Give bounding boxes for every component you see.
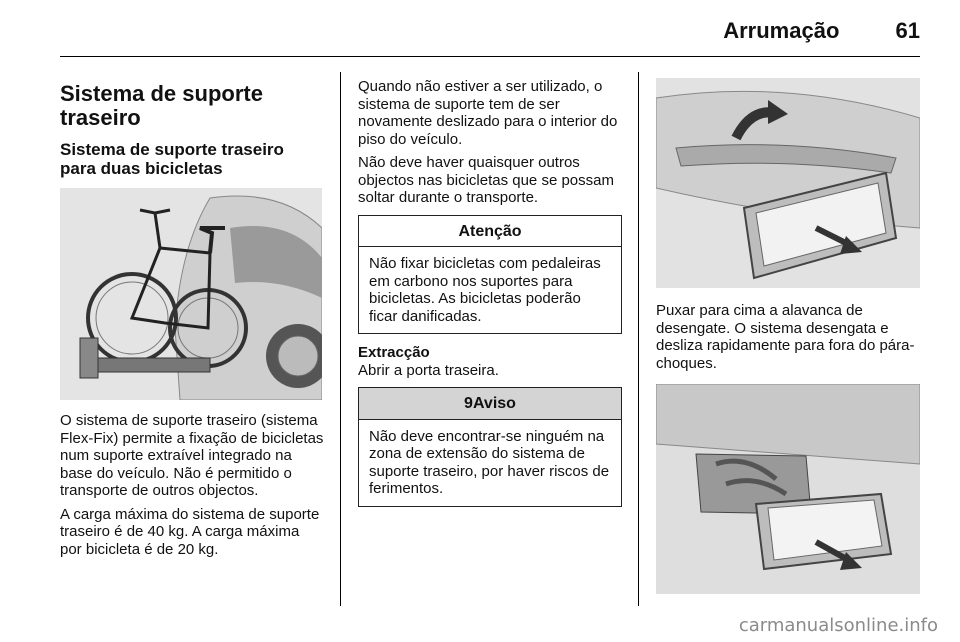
attention-title: Atenção (359, 216, 621, 248)
attention-box (358, 215, 622, 335)
section-title: Arrumação (723, 18, 840, 43)
warning-icon: 9 (464, 395, 473, 412)
column-1 (60, 70, 324, 564)
subsection-heading: Sistema de suporte traseiro para duas bicicletas (60, 140, 284, 178)
header-rule (60, 56, 920, 57)
warning-title: Aviso (472, 395, 516, 412)
bicycle-rack-illustration (60, 188, 322, 400)
paragraph-max-load: A carga máxima do sistema de suporte traseiro é de 40 kg. A carga máxima por bicicleta é de 20 kg. (60, 505, 320, 558)
extraction-text: Abrir a porta traseira. (358, 361, 499, 379)
watermark: carmanualsonline.info (738, 615, 938, 636)
section-heading: Sistema de suporte traseiro (60, 81, 263, 130)
release-lever-illustration (656, 78, 920, 288)
page-header (0, 18, 920, 48)
column-divider-2 (638, 72, 639, 606)
attention-text: Não fixar bicicletas com pedaleiras em carbono nos suportes para bicicletas. As bicicletas poderão ficar danificadas. (369, 255, 601, 325)
paragraph-storage: Quando não estiver a ser utilizado, o sistema de suporte tem de ser novamente deslizado para o interior do piso do veículo. (358, 78, 618, 148)
warning-header (359, 388, 621, 420)
paragraph-intro: O sistema de suporte traseiro (sistema Flex-Fix) permite a fixação de bicicletas num suporte extraível integrado na base do veículo. Não é permitido o transporte de outros objectos. (60, 412, 324, 499)
paragraph-loose-objects: Não deve haver quaisquer outros objectos nas bicicletas que se possam soltar durante o transporte. (358, 154, 614, 206)
warning-text: Não deve encontrar-se ninguém na zona de extensão do sistema de suporte traseiro, por haver riscos de ferimentos. (369, 427, 610, 497)
column-2 (358, 78, 622, 517)
rack-extended-illustration (656, 384, 920, 594)
column-divider-1 (340, 72, 341, 606)
page-number: 61 (895, 18, 920, 43)
extraction-heading: Extracção (358, 344, 430, 361)
column-3 (656, 78, 920, 594)
paragraph-release: Puxar para cima a alavanca de desengate. O sistema desengata e desliza rapidamente para fora do pára-choques. (656, 302, 915, 372)
warning-box (358, 387, 622, 507)
